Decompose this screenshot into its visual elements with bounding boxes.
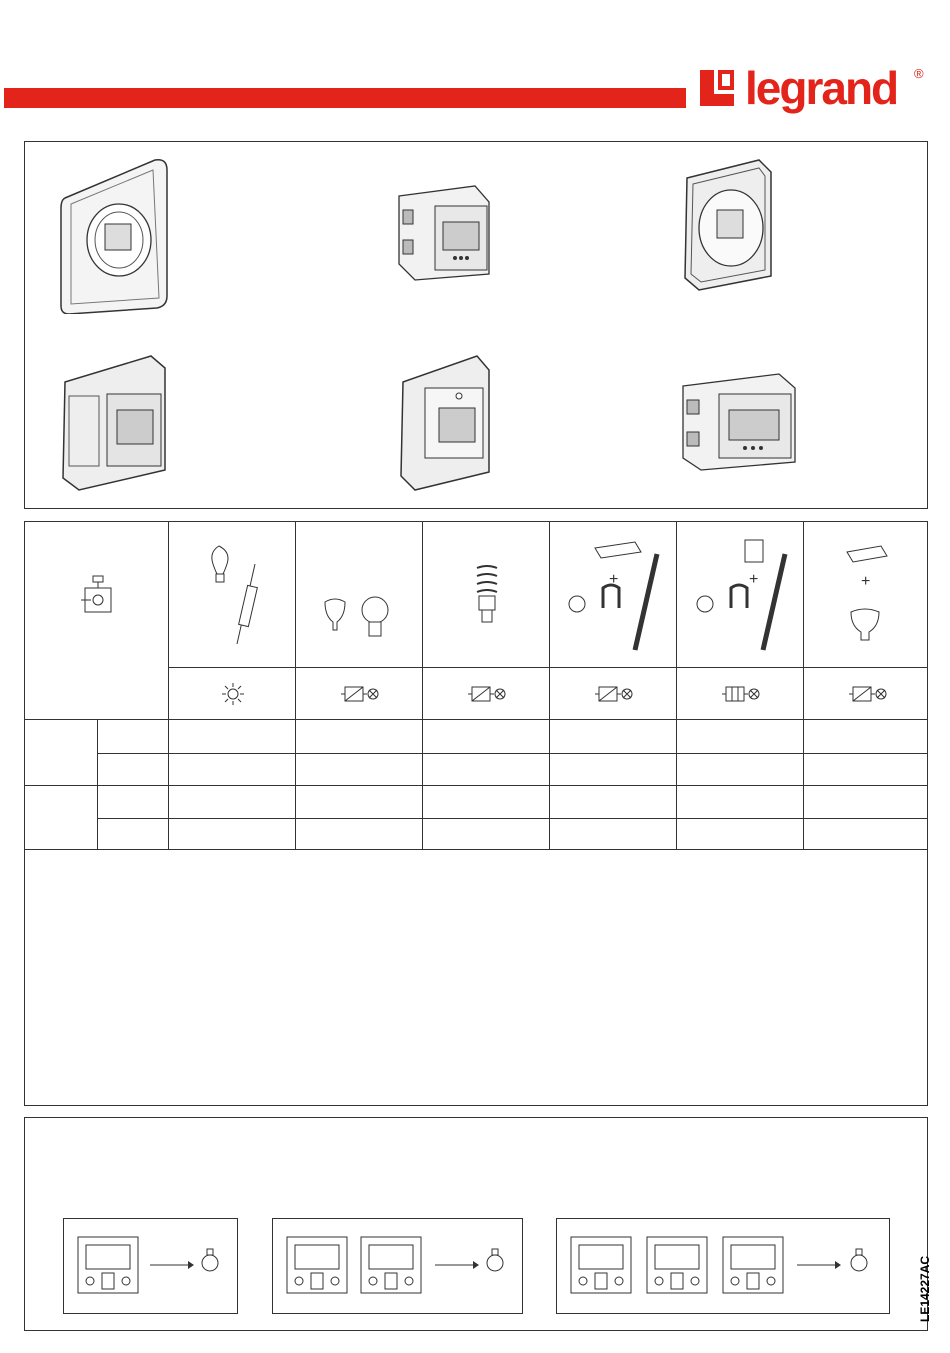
registered-mark: ® (914, 66, 924, 81)
ferromagnetic-transformer-symbol (722, 684, 762, 704)
detector-niloe-image (59, 352, 169, 492)
products-panel (24, 141, 928, 509)
ferromagnetic-ballast-fluorescent-icon (693, 538, 797, 656)
table-divider (168, 667, 927, 668)
table-divider (803, 522, 804, 849)
detector-module (78, 1237, 138, 1293)
table-divider (25, 785, 927, 786)
sun-symbol (221, 682, 245, 706)
svg-text:+: + (609, 571, 619, 588)
modular-detector-mosaic-image (395, 182, 493, 282)
table-divider (676, 522, 677, 849)
modular-detector-2m-image (679, 372, 799, 472)
transformer-lamp-symbol (849, 684, 889, 704)
table-divider (422, 522, 423, 849)
wiring-diagram-2-graphic (273, 1219, 522, 1313)
table-divider (25, 719, 927, 720)
transformer-lamp-symbol (341, 684, 381, 704)
electronic-ballast-fluorescent-icon (565, 538, 669, 656)
brand-name: legrand (745, 62, 898, 114)
plate-with-detector-image (55, 158, 173, 314)
wiring-diagram-1-detector (63, 1218, 238, 1314)
document-code: LE14227AC (918, 1255, 932, 1322)
incandescent-halogen-lamps-icon (205, 542, 265, 652)
wiring-diagram-1-graphic (64, 1219, 237, 1313)
transformer-lamp-symbol (468, 684, 508, 704)
wiring-diagram-2-detectors (272, 1218, 523, 1314)
table-divider (295, 522, 296, 849)
terminal-icon (79, 574, 119, 616)
transformer-lamp-symbol (595, 684, 635, 704)
load-table-panel (24, 521, 928, 1106)
detector-with-frame-image (397, 352, 493, 492)
transformer-elv-halogen-icon (841, 542, 891, 646)
table-divider (25, 849, 927, 850)
compact-fluorescent-icon (471, 562, 503, 628)
table-divider (97, 719, 98, 849)
table-divider (168, 522, 169, 849)
led-bulbs-icon (321, 592, 393, 648)
svg-text:+: + (861, 573, 871, 590)
table-divider (97, 753, 927, 754)
wiring-diagram-3-detectors (556, 1218, 890, 1314)
wiring-panel (24, 1117, 928, 1331)
wiring-diagram-3-graphic (557, 1219, 889, 1313)
header-red-bar (4, 88, 686, 108)
table-divider (97, 818, 927, 819)
table-divider (549, 522, 550, 849)
svg-text:+: + (749, 571, 759, 588)
detector-celiane-image (679, 158, 775, 292)
